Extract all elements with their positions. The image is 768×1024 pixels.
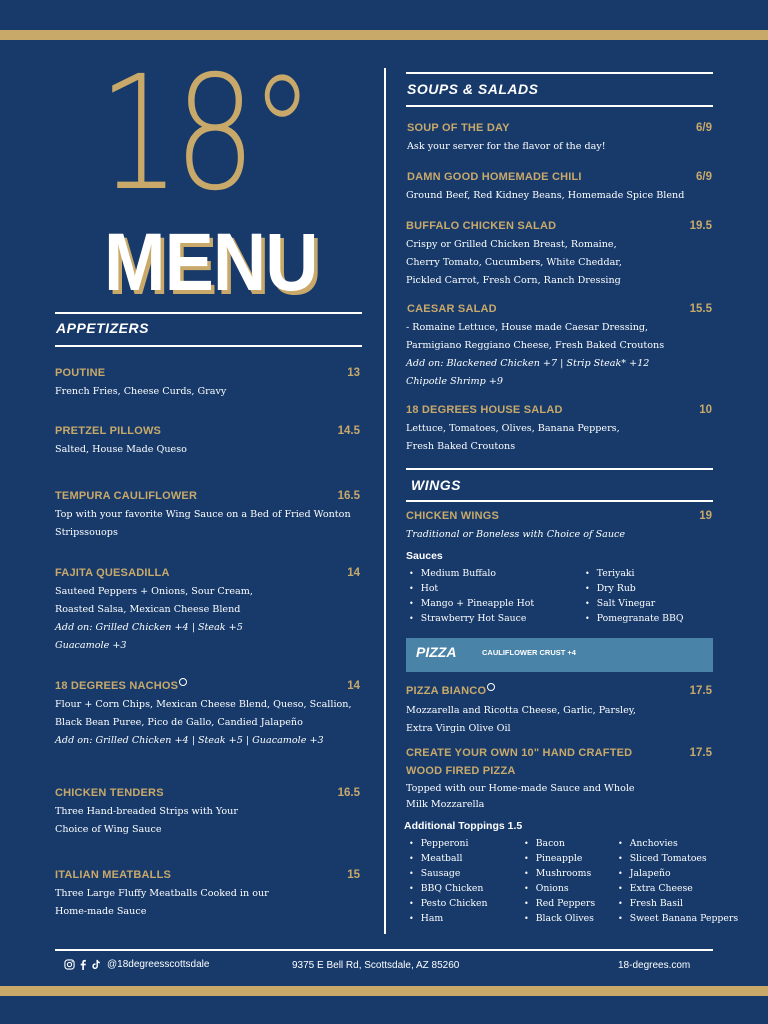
item-pretzel-pillows: PRETZEL PILLOWS bbox=[55, 425, 162, 437]
topping-item: • Extra Cheese bbox=[618, 881, 738, 896]
item-house-salad: 18 DEGREES HOUSE SALAD bbox=[406, 404, 563, 416]
sauces-label: Sauces bbox=[406, 550, 443, 562]
desc-create-your-own-1: Topped with our Home-made Sauce and Whole bbox=[406, 783, 635, 794]
sauce-item: • Medium Buffalo bbox=[409, 566, 534, 581]
desc-buffalo-salad-2: Cherry Tomato, Cucumbers, White Cheddar, bbox=[406, 257, 622, 268]
price-italian-meatballs: 15 bbox=[347, 869, 360, 881]
soups-heading: SOUPS & SALADS bbox=[407, 81, 539, 97]
desc-nachos-1: Flour + Corn Chips, Mexican Cheese Blend, Queso, Scallion, bbox=[55, 699, 352, 710]
addon-nachos: Add on: Grilled Chicken +4 | Steak +5 | Guacamole +3 bbox=[55, 735, 324, 746]
topping-item: • BBQ Chicken bbox=[409, 881, 488, 896]
item-chicken-tenders: CHICKEN TENDERS bbox=[55, 787, 164, 799]
desc-tempura-cauliflower-1: Top with your favorite Wing Sauce on a Bed of Fried Wonton bbox=[55, 509, 351, 520]
toppings-label: Additional Toppings 1.5 bbox=[404, 820, 523, 832]
toppings-list-2 bbox=[524, 836, 595, 926]
sauce-item: • Dry Rub bbox=[585, 581, 683, 596]
desc-fajita-quesadilla-1: Sauteed Peppers + Onions, Sour Cream, bbox=[55, 586, 253, 597]
item-create-your-own-1: CREATE YOUR OWN 10" HAND CRAFTED bbox=[406, 747, 633, 759]
appetizers-heading: APPETIZERS bbox=[56, 320, 149, 336]
price-buffalo-chicken-salad: 19.5 bbox=[689, 220, 712, 232]
sauce-item: • Pomegranate BBQ bbox=[585, 611, 683, 626]
topping-item: • Meatball bbox=[409, 851, 488, 866]
soups-bottom-rule bbox=[406, 105, 713, 107]
item-18-degrees-nachos bbox=[55, 680, 187, 692]
desc-buffalo-salad-3: Pickled Carrot, Fresh Corn, Ranch Dressing bbox=[406, 275, 621, 286]
price-caesar-salad: 15.5 bbox=[689, 303, 712, 315]
desc-house-salad-1: Lettuce, Tomatoes, Olives, Banana Peppers, bbox=[406, 423, 620, 434]
sauce-item: • Salt Vinegar bbox=[585, 596, 683, 611]
item-fajita-quesadilla: FAJITA QUESADILLA bbox=[55, 567, 170, 579]
desc-pizza-bianco-2: Extra Virgin Olive Oil bbox=[406, 723, 511, 734]
price-soup-of-the-day: 6/9 bbox=[696, 122, 712, 134]
vegetarian-icon bbox=[487, 683, 495, 691]
top-gold-bar bbox=[0, 30, 768, 40]
desc-chicken-tenders-2: Choice of Wing Sauce bbox=[55, 824, 162, 835]
item-buffalo-chicken-salad: BUFFALO CHICKEN SALAD bbox=[406, 220, 557, 232]
footer-website[interactable]: 18-degrees.com bbox=[618, 960, 691, 971]
desc-soup-of-the-day: Ask your server for the flavor of the day! bbox=[407, 141, 606, 152]
nachos-name: 18 DEGREES NACHOS bbox=[55, 680, 179, 692]
topping-item: • Sweet Banana Peppers bbox=[618, 911, 738, 926]
sauce-item: • Hot bbox=[409, 581, 534, 596]
item-create-your-own-2: WOOD FIRED PIZZA bbox=[406, 765, 516, 777]
desc-fajita-quesadilla-2: Roasted Salsa, Mexican Cheese Blend bbox=[55, 604, 241, 615]
price-pizza-bianco: 17.5 bbox=[689, 685, 712, 697]
sauce-item: • Mango + Pineapple Hot bbox=[409, 596, 534, 611]
sauce-item: • Strawberry Hot Sauce bbox=[409, 611, 534, 626]
item-pizza-bianco bbox=[406, 685, 495, 697]
toppings-list-3 bbox=[618, 836, 738, 926]
instagram-icon[interactable] bbox=[64, 959, 75, 970]
price-poutine: 13 bbox=[347, 367, 360, 379]
addon-fajita-quesadilla-1: Add on: Grilled Chicken +4 | Steak +5 bbox=[55, 622, 243, 633]
desc-caesar-salad-2: Parmigiano Reggiano Cheese, Fresh Baked Croutons bbox=[406, 340, 665, 351]
item-caesar-salad: CAESAR SALAD bbox=[407, 303, 497, 315]
topping-item: • Pesto Chicken bbox=[409, 896, 488, 911]
topping-item: • Sliced Tomatoes bbox=[618, 851, 738, 866]
sauce-item: • Teriyaki bbox=[585, 566, 683, 581]
desc-pretzel-pillows: Salted, House Made Queso bbox=[55, 444, 187, 455]
logo-word: MENU bbox=[104, 217, 318, 308]
desc-nachos-2: Black Bean Puree, Pico de Gallo, Candied Jalapeño bbox=[55, 717, 303, 728]
price-homemade-chili: 6/9 bbox=[696, 171, 712, 183]
desc-tempura-cauliflower-2: Stripssouops bbox=[55, 527, 118, 538]
desc-poutine: French Fries, Cheese Curds, Gravy bbox=[55, 386, 227, 397]
pizza-heading: PIZZA bbox=[416, 644, 457, 660]
desc-create-your-own-2: Milk Mozzarella bbox=[406, 799, 485, 810]
price-chicken-tenders: 16.5 bbox=[337, 787, 360, 799]
topping-item: • Onions bbox=[524, 881, 595, 896]
price-create-your-own: 17.5 bbox=[689, 747, 712, 759]
wings-heading: WINGS bbox=[411, 477, 461, 493]
addon-fajita-quesadilla-2: Guacamole +3 bbox=[55, 640, 127, 651]
facebook-icon[interactable] bbox=[79, 959, 87, 970]
item-homemade-chili: DAMN GOOD HOMEMADE CHILI bbox=[407, 171, 582, 183]
desc-chicken-tenders-1: Three Hand-breaded Strips with Your bbox=[55, 806, 238, 817]
topping-item: • Bacon bbox=[524, 836, 595, 851]
topping-item: • Jalapeño bbox=[618, 866, 738, 881]
appetizers-bottom-rule bbox=[55, 345, 362, 347]
desc-chicken-wings: Traditional or Boneless with Choice of Sauce bbox=[406, 529, 626, 540]
topping-item: • Black Olives bbox=[524, 911, 595, 926]
topping-item: • Sausage bbox=[409, 866, 488, 881]
topping-item: • Anchovies bbox=[618, 836, 738, 851]
addon-caesar-salad-1: Add on: Blackened Chicken +7 | Strip Steak* +12 bbox=[406, 358, 650, 369]
wings-top-rule bbox=[406, 468, 713, 470]
topping-item: • Fresh Basil bbox=[618, 896, 738, 911]
desc-house-salad-2: Fresh Baked Croutons bbox=[406, 441, 516, 452]
topping-item: • Mushrooms bbox=[524, 866, 595, 881]
addon-caesar-salad-2: Chipotle Shrimp +9 bbox=[406, 376, 503, 387]
toppings-list-1 bbox=[409, 836, 488, 926]
item-italian-meatballs: ITALIAN MEATBALLS bbox=[55, 869, 172, 881]
topping-item: • Pepperoni bbox=[409, 836, 488, 851]
vegetarian-icon bbox=[179, 678, 187, 686]
item-chicken-wings: CHICKEN WINGS bbox=[406, 510, 500, 522]
topping-item: • Ham bbox=[409, 911, 488, 926]
price-fajita-quesadilla: 14 bbox=[347, 567, 360, 579]
topping-item: • Pineapple bbox=[524, 851, 595, 866]
appetizers-top-rule bbox=[55, 312, 362, 314]
pizza-subheading: CAULIFLOWER CRUST +4 bbox=[482, 648, 576, 657]
price-pretzel-pillows: 14.5 bbox=[337, 425, 360, 437]
wings-bottom-rule bbox=[406, 500, 713, 502]
desc-buffalo-salad-1: Crispy or Grilled Chicken Breast, Romaine, bbox=[406, 239, 617, 250]
footer-rule bbox=[55, 949, 713, 951]
item-tempura-cauliflower: TEMPURA CAULIFLOWER bbox=[55, 490, 198, 502]
social-links bbox=[64, 959, 209, 970]
footer-handle[interactable]: @18degreesscottsdale bbox=[107, 959, 210, 970]
item-soup-of-the-day: SOUP OF THE DAY bbox=[407, 122, 510, 134]
desc-italian-meatballs-1: Three Large Fluffy Meatballs Cooked in our bbox=[55, 888, 269, 899]
price-18-degrees-nachos: 14 bbox=[347, 680, 360, 692]
column-divider bbox=[384, 68, 386, 934]
desc-pizza-bianco-1: Mozzarella and Ricotta Cheese, Garlic, Parsley, bbox=[406, 705, 636, 716]
sauces-list-2 bbox=[585, 566, 683, 626]
tiktok-icon[interactable] bbox=[91, 959, 101, 970]
item-poutine: POUTINE bbox=[55, 367, 106, 379]
sauces-list-1 bbox=[409, 566, 534, 626]
logo-number: 18° bbox=[98, 42, 308, 226]
pizza-header-band bbox=[406, 638, 713, 672]
bottom-gold-bar bbox=[0, 986, 768, 996]
topping-item: • Red Peppers bbox=[524, 896, 595, 911]
price-tempura-cauliflower: 16.5 bbox=[337, 490, 360, 502]
desc-caesar-salad-1: - Romaine Lettuce, House made Caesar Dressing, bbox=[406, 322, 649, 333]
desc-homemade-chili: Ground Beef, Red Kidney Beans, Homemade Spice Blend bbox=[406, 190, 685, 201]
footer-address: 9375 E Bell Rd, Scottsdale, AZ 85260 bbox=[292, 960, 460, 971]
price-house-salad: 10 bbox=[699, 404, 712, 416]
soups-top-rule bbox=[406, 72, 713, 74]
price-chicken-wings: 19 bbox=[699, 510, 712, 522]
desc-italian-meatballs-2: Home-made Sauce bbox=[55, 906, 147, 917]
pizza-bianco-name: PIZZA BIANCO bbox=[406, 685, 487, 697]
